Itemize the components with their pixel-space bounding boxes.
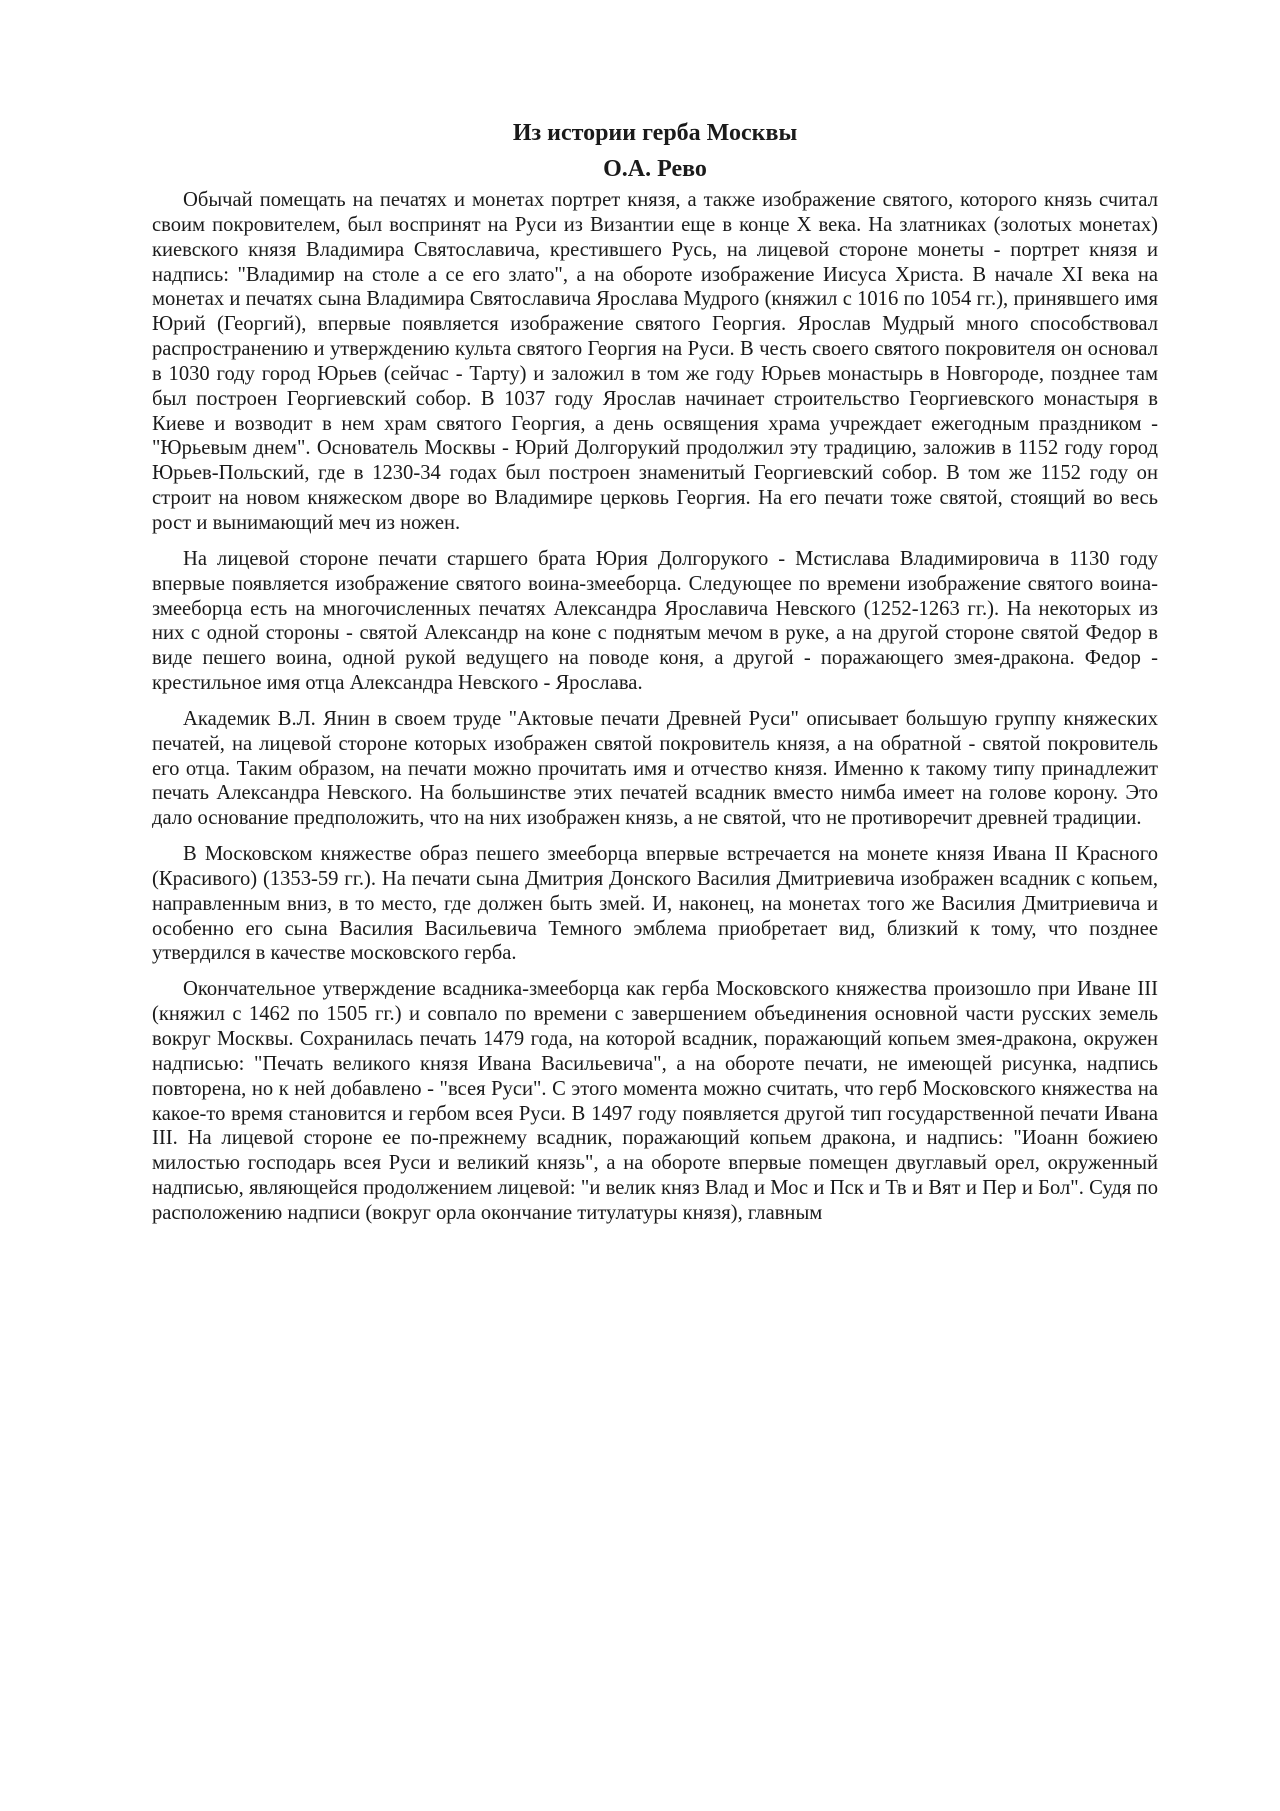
paragraph: В Московском княжестве образ пешего змееборца впервые встречается на монете князя Ивана II Красного (Красивого) (1353-59 гг.). На печати сына Дмитрия Донского Василия Дмитриевича изображен всадник с копьем, направленным вниз, в то место, где должен быть змей. И, наконец, на монетах того же Василия Дмитриевича и особенно его сына Василия Васильевича Темного эмблема приобретает вид, близкий к тому, что позднее утвердился в качестве московского герба. <box>152 843 1158 965</box>
paragraph: На лицевой стороне печати старшего брата Юрия Долгорукого - Мстислава Владимировича в 1130 году впервые появляется изображение святого воина-змееборца. Следующее по времени изображение святого воина-змееборца есть на многочисленных печатях Александра Ярославича Невского (1252-1263 гг.). На некоторых из них с одной стороны - святой Александр на коне с поднятым мечом в руке, а на другой стороне святой Федор в виде пешего воина, одной рукой ведущего на поводе коня, а другой - поражающего змея-дракона. Федор - крестильное имя отца Александра Невского - Ярослава. <box>152 547 1158 695</box>
paragraph: Обычай помещать на печатях и монетах портрет князя, а также изображение святого, которого князь считал своим покровителем, был воспринят на Руси из Византии еще в конце X века. На златниках (золотых монетах) киевского князя Владимира Святославича, крестившего Русь, на лицевой стороне монеты - портрет князя и надпись: "Владимир на столе а се его злато", а на обороте изображение Иисуса Христа. В начале XI века на монетах и печатях сына Владимира Святославича Ярослава Мудрого (княжил с 1016 по 1054 гг.), принявшего имя Юрий (Георгий), впервые появляется изображение святого Георгия. Ярослав Мудрый много способствовал распространению и утверждению культа святого Георгия на Руси. В честь своего святого покровителя он основал в 1030 году город Юрьев (сейчас - Тарту) и заложил в том же году Юрьев монастырь в Новгороде, позднее там был построен Георгиевский собор. В 1037 году Ярослав начинает строительство Георгиевского монастыря в Киеве и возводит в нем храм святого Георгия, а день освящения храма учреждает ежегодным праздником - "Юрьевым днем". Основатель Москвы - Юрий Долгорукий продолжил эту традицию, заложив в 1152 году город Юрьев-Польский, где в 1230-34 годах был построен знаменитый Георгиевский собор. В том же 1152 году он строит на новом княжеском дворе во Владимире церковь Георгия. На его печати тоже святой, стоящий во весь рост и вынимающий меч из ножен. <box>152 189 1158 534</box>
paragraph: Окончательное утверждение всадника-змееборца как герба Московского княжества произошло при Иване III (княжил с 1462 по 1505 гг.) и совпало по времени с завершением объединения основной части русских земель вокруг Москвы. Сохранилась печать 1479 года, на которой всадник, поражающий копьем змея-дракона, окружен надписью: "Печать великого князя Ивана Васильевича", а на обороте печати, не имеющей рисунка, надпись повторена, но к ней добавлено - "всея Руси". С этого момента можно считать, что герб Московского княжества на какое-то время становится и гербом всея Руси. В 1497 году появляется другой тип государственной печати Ивана III. На лицевой стороне ее по-прежнему всадник, поражающий копьем дракона, и надпись: "Иоанн божиею милостью господарь всея Руси и великий князь", а на обороте впервые помещен двуглавый орел, окруженный надписью, являющейся продолжением лицевой: "и велик княз Влад и Мос и Пск и Тв и Вят и Пер и Бол". Судя по расположению надписи (вокруг орла окончание титулатуры князя), главным <box>152 978 1158 1224</box>
paragraph: Академик В.Л. Янин в своем труде "Актовые печати Древней Руси" описывает большую группу княжеских печатей, на лицевой стороне которых изображен святой покровитель князя, а на обратной - святой покровитель его отца. Таким образом, на печати можно прочитать имя и отчество князя. Именно к такому типу принадлежит печать Александра Невского. На большинстве этих печатей всадник вместо нимба имеет на голове корону. Это дало основание предположить, что на них изображен князь, а не святой, что не противоречит древней традиции. <box>152 707 1158 830</box>
document-title: Из истории герба Москвы <box>512 120 798 146</box>
document-page <box>152 118 1158 1237</box>
document-author: О.А. Рево <box>603 156 707 182</box>
